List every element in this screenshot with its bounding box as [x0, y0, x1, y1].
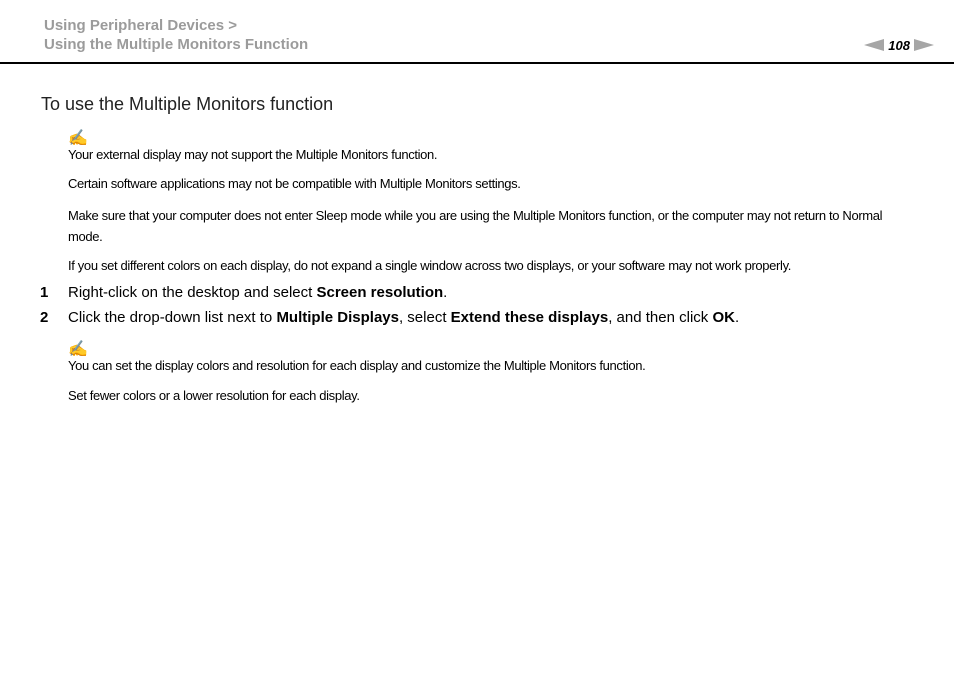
ui-term: OK — [712, 309, 735, 326]
note-text: You can set the display colors and resolution for each display and customize the Multiple Monitors function. — [68, 358, 646, 373]
step-item: 1 Right-click on the desktop and select Screen resolution. — [40, 284, 448, 301]
breadcrumb-current[interactable]: Using the Multiple Monitors Function — [44, 36, 309, 53]
header-divider — [0, 62, 954, 64]
note-text: Set fewer colors or a lower resolution for each display. — [68, 388, 360, 403]
step-number: 2 — [40, 309, 49, 326]
step-item: 2 Click the drop-down list next to Multiple Displays, select Extend these displays, and then click OK. — [40, 309, 740, 326]
ui-term: Screen resolution — [316, 284, 444, 301]
next-page-arrow-icon[interactable] — [914, 39, 934, 51]
pencil-note-icon: ✍ — [68, 130, 88, 147]
ui-term: Multiple Displays — [276, 309, 399, 326]
note-text: If you set different colors on each display, do not expand a single window across two displays, or your software may not work properly. — [68, 258, 792, 273]
section-title: To use the Multiple Monitors function — [41, 94, 334, 114]
pencil-note-icon: ✍ — [68, 341, 88, 358]
step-number: 1 — [40, 284, 49, 301]
note-text: Make sure that your computer does not enter Sleep mode while you are using the Multiple Monitors function, or the computer may not return to Normal mode. — [68, 208, 883, 244]
page-number: 108 — [888, 37, 910, 53]
note-text: Your external display may not support the Multiple Monitors function. — [68, 147, 438, 162]
ui-term: Extend these displays — [450, 309, 609, 326]
page-navigation — [864, 36, 934, 54]
breadcrumb-parent[interactable]: Using Peripheral Devices > — [44, 17, 238, 34]
note-text: Certain software applications may not be compatible with Multiple Monitors settings. — [68, 176, 521, 191]
breadcrumb — [44, 16, 308, 54]
previous-page-arrow-icon[interactable] — [864, 39, 884, 51]
